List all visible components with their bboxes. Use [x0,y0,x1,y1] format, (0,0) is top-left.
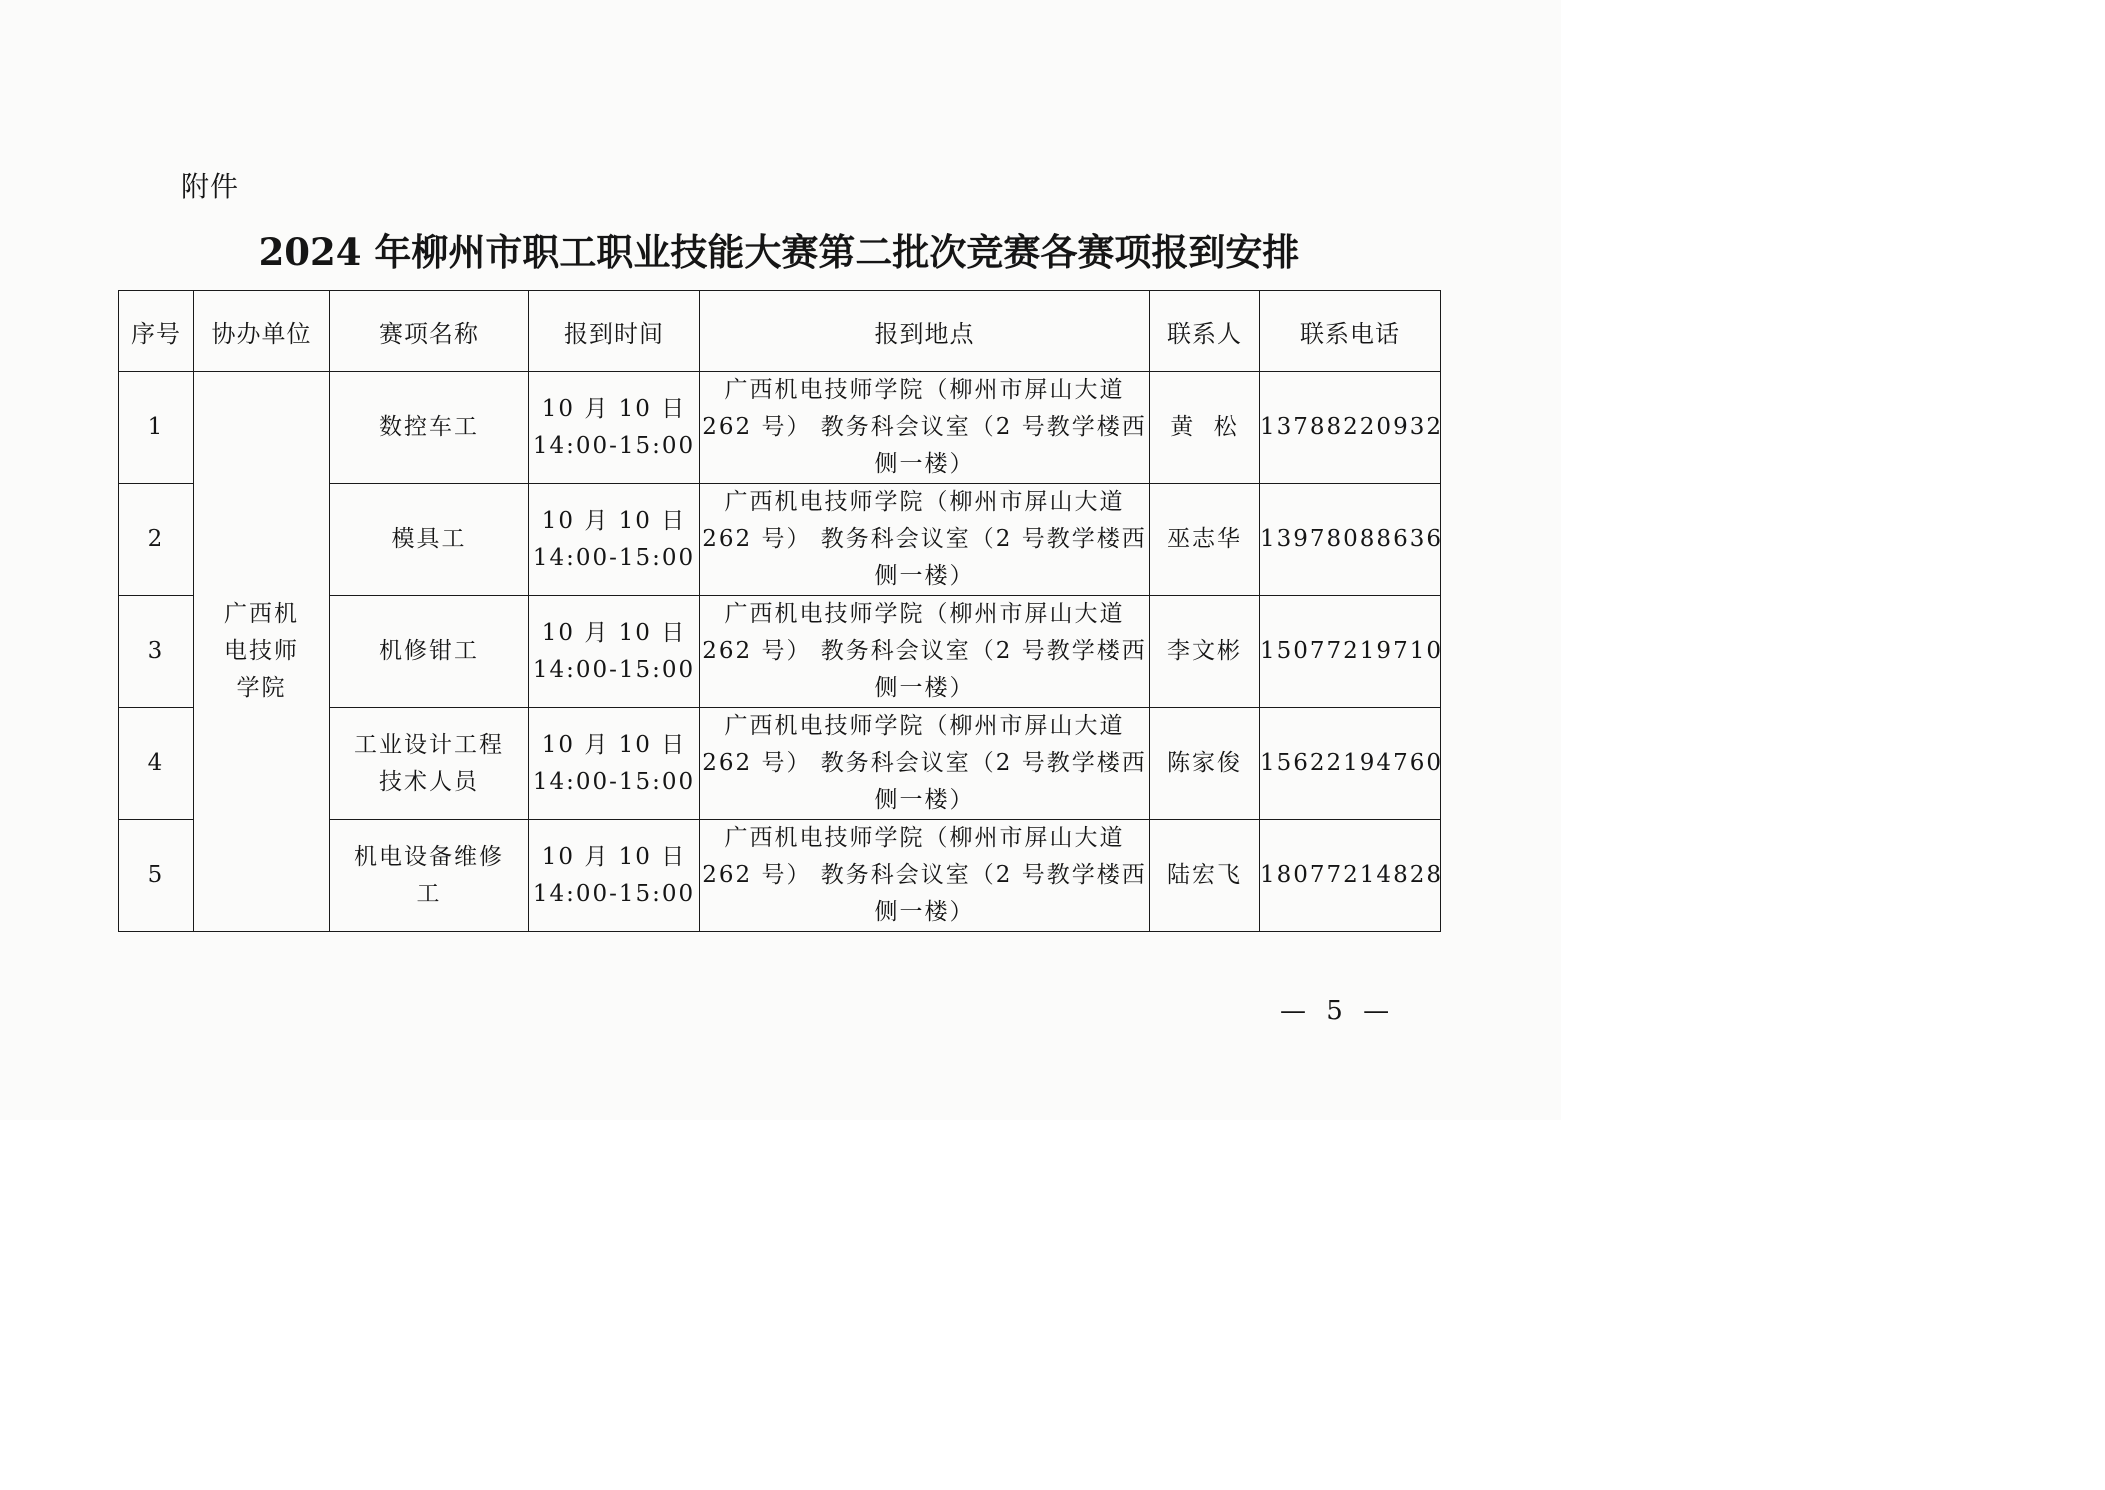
row-date: 10 月 10 日 [541,395,687,422]
table-row [119,372,1441,484]
document-title: 2024 年柳州市职工职业技能大赛第二批次竞赛各赛项报到安排 [258,230,1300,274]
attachment-label: 附件 [181,170,240,203]
row-place: 广西机电技师学院（柳州市屏山大道 262 号） 教务科会议室（2 号教学楼西侧一楼） [700,820,1150,932]
row-seq: 2 [119,484,194,596]
row-time [529,708,700,820]
row-event: 工业设计工程技术人员 [330,708,529,820]
row-phone: 15077219710 [1260,596,1441,708]
table-header-row [119,291,1441,372]
row-hours: 14:00-15:00 [532,880,696,907]
page-number: — 5 — [1280,996,1396,1026]
row-place: 广西机电技师学院（柳州市屏山大道 262 号） 教务科会议室（2 号教学楼西侧一楼） [700,708,1150,820]
row-seq: 5 [119,820,194,932]
row-time [529,596,700,708]
header-place: 报到地点 [700,291,1150,372]
row-contact: 陈家俊 [1150,708,1260,820]
row-event: 机电设备维修工 [330,820,529,932]
row-seq: 3 [119,596,194,708]
row-hours: 14:00-15:00 [532,432,696,459]
row-place: 广西机电技师学院（柳州市屏山大道 262 号） 教务科会议室（2 号教学楼西侧一楼） [700,372,1150,484]
registration-schedule-table [118,290,1441,932]
row-contact: 巫志华 [1150,484,1260,596]
header-event: 赛项名称 [330,291,529,372]
header-time: 报到时间 [529,291,700,372]
row-date: 10 月 10 日 [541,507,687,534]
row-contact: 黄 松 [1150,372,1260,484]
row-phone: 15622194760 [1260,708,1441,820]
header-org: 协办单位 [194,291,330,372]
row-date: 10 月 10 日 [541,731,687,758]
row-event: 机修钳工 [330,596,529,708]
row-date: 10 月 10 日 [541,619,687,646]
row-time [529,820,700,932]
row-event: 数控车工 [330,372,529,484]
row-hours: 14:00-15:00 [532,656,696,683]
row-place: 广西机电技师学院（柳州市屏山大道 262 号） 教务科会议室（2 号教学楼西侧一楼） [700,484,1150,596]
organizer-cell: 广西机电技师学院 [194,372,330,932]
row-seq: 1 [119,372,194,484]
header-contact: 联系人 [1150,291,1260,372]
row-event: 模具工 [330,484,529,596]
row-phone: 13788220932 [1260,372,1441,484]
row-hours: 14:00-15:00 [532,768,696,795]
row-time [529,372,700,484]
row-place: 广西机电技师学院（柳州市屏山大道 262 号） 教务科会议室（2 号教学楼西侧一楼） [700,596,1150,708]
row-contact: 李文彬 [1150,596,1260,708]
row-contact: 陆宏飞 [1150,820,1260,932]
row-seq: 4 [119,708,194,820]
header-phone: 联系电话 [1260,291,1441,372]
row-phone: 13978088636 [1260,484,1441,596]
header-seq: 序号 [119,291,194,372]
row-phone: 18077214828 [1260,820,1441,932]
row-hours: 14:00-15:00 [532,544,696,571]
row-date: 10 月 10 日 [541,843,687,870]
row-time [529,484,700,596]
